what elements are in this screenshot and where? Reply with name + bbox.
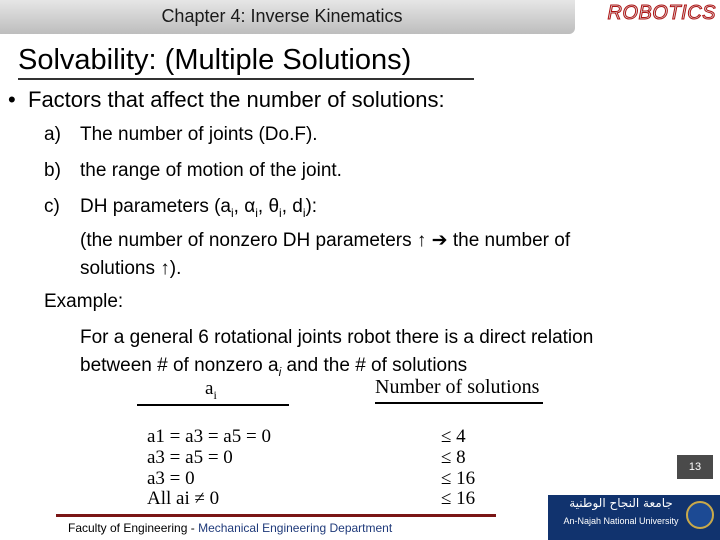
bullet-icon: • [8,87,16,112]
chapter-title: Chapter 4: Inverse Kinematics [161,6,403,26]
robotics-brand: ROBOTICS [607,2,716,24]
item-text: the range of motion of the joint. [80,160,342,181]
footer-department: Mechanical Engineering Department [198,521,393,535]
example-text: between # of nonzero $a_i$ and the # of solutions [80,355,468,379]
item-label: a) [44,124,61,145]
title-underline [18,78,474,80]
item-text: DH parameters ($a_i$, $\alpha_i$, $\theta_i$, $d_i$): [80,196,318,220]
university-seal-icon [686,501,714,529]
logo-arabic-text: جامعة النجاح الوطنية [569,496,673,510]
logo-english-text: An-Najah National University [563,516,679,526]
table-condition: a1 = a3 = a5 = 0 [147,426,271,447]
list-item [44,160,342,182]
list-item [44,196,317,220]
footer-divider [56,514,496,517]
header-rule [137,404,289,406]
table-count: ≤ 8 [441,447,466,468]
table-condition: a3 = 0 [147,468,195,489]
item-label: c) [44,196,60,217]
footer [68,521,392,535]
item-c-continuation: solutions ↑). [80,258,182,279]
university-logo [548,495,720,540]
table-count: ≤ 16 [441,488,476,509]
table-condition: All ai ≠ 0 [147,488,220,509]
item-c-continuation: (the number of nonzero DH parameters ↑ ➔ the number of [80,230,571,251]
item-label: b) [44,160,61,181]
header-rule [375,402,543,404]
column-header-ai: $a_i$ [205,378,217,402]
slide-title: Solvability: (Multiple Solutions) [18,44,412,76]
example-text: For a general 6 rotational joints robot there is a direct relation [80,327,594,348]
main-bullet [8,87,445,113]
bullet-text: Factors that affect the number of solutions: [28,87,445,112]
solutions-table [135,378,575,508]
page-number: 13 [677,455,713,479]
table-count: ≤ 4 [441,426,466,447]
column-header-solutions: Number of solutions [375,376,540,398]
slide-header [0,0,720,36]
item-text: The number of joints (Do.F). [80,124,318,145]
list-item [44,124,318,146]
footer-faculty: Faculty of Engineering - [68,521,199,535]
example-label: Example: [44,291,124,312]
table-count: ≤ 16 [441,468,476,489]
table-condition: a3 = a5 = 0 [147,447,233,468]
